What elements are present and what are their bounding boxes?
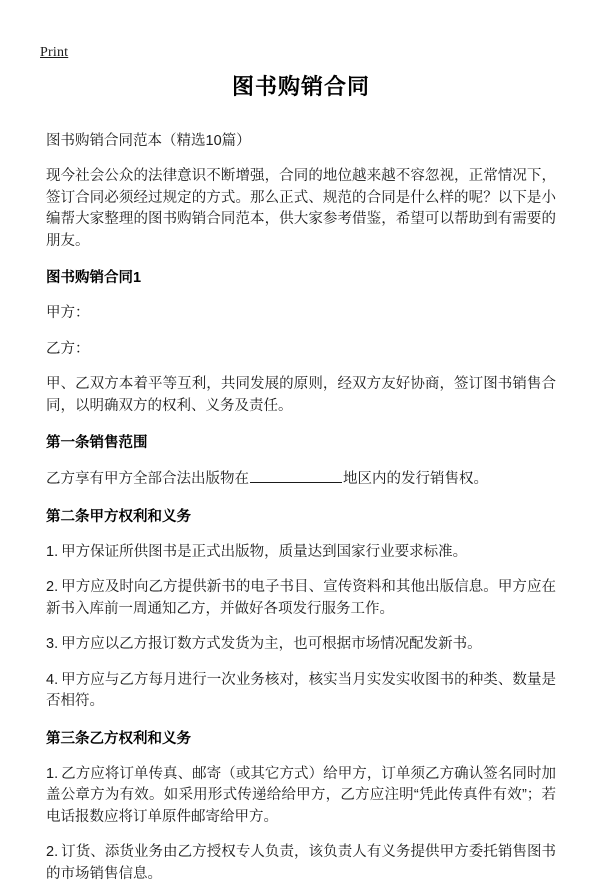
list-item-number: 2. [46, 844, 59, 860]
list-item [46, 842, 556, 885]
preamble-paragraph: 甲、乙双方本着平等互利，共同发展的原则，经双方友好协商，签订图书销售合同，以明确双方的权利、义务及责任。 [46, 376, 556, 414]
list-item-text: 甲方应以乙方报订数方式发货为主，也可根据市场情况配发新书。 [61, 636, 482, 652]
party-a-label: 甲方： [46, 305, 90, 321]
list-item-text: 甲方应与乙方每月进行一次业务核对，核实当月实发实收图书的种类、数量是否相符。 [46, 671, 556, 709]
region-blank-field[interactable] [250, 468, 342, 483]
list-item [46, 634, 556, 656]
section-heading-1: 第一条销售范围 [46, 435, 148, 451]
list-item [46, 764, 556, 829]
list-item-number: 2. [46, 579, 59, 595]
list-item [46, 670, 556, 713]
section-heading-3: 第三条乙方权利和义务 [46, 730, 191, 747]
section-1-text-before: 乙方享有甲方全部合法出版物在 [46, 471, 249, 487]
list-item-number: 1. [46, 765, 59, 782]
section-heading-2: 第二条甲方权利和义务 [46, 508, 191, 525]
document-content [46, 72, 556, 885]
list-item-number: 3. [46, 636, 59, 652]
list-item-text: 甲方应及时向乙方提供新书的电子书目、宣传资料和其他出版信息。甲方应在新书入库前一周通知乙方，并做好各项发行服务工作。 [46, 579, 556, 617]
intro-paragraph: 现今社会公众的法律意识不断增强，合同的地位越来越不容忽视，正常情况下，签订合同必须经过规定的方式。那么正式、规范的合同是什么样的呢？以下是小编帮大家整理的图书购销合同范本，供大家参考借鉴，希望可以帮助到有需要的朋友。 [46, 168, 556, 249]
list-item [46, 542, 556, 564]
list-item-number: 4. [46, 671, 59, 688]
list-item [46, 577, 556, 620]
list-item-number: 1. [46, 543, 59, 560]
party-b-label: 乙方： [46, 340, 90, 357]
section-1-body [46, 468, 556, 491]
contract-heading: 图书购销合同1 [46, 270, 142, 286]
list-item-text: 订货、添货业务由乙方授权专人负责，该负责人有义务提供甲方委托销售图书的市场销售信息。 [46, 844, 556, 882]
document-subtitle: 图书购销合同范本（精选10篇） [46, 133, 251, 149]
list-item-text: 乙方应将订单传真、邮寄（或其它方式）给甲方，订单须乙方确认签名同时加盖公章方为有效。如采用形式传递给给甲方，乙方应注明“凭此传真件有效”；若电话报数应将订单原件邮寄给甲方。 [46, 765, 556, 825]
section-1-text-after: 地区内的发行销售权。 [343, 471, 488, 487]
list-item-text: 甲方保证所供图书是正式出版物，质量达到国家行业要求标准。 [61, 543, 468, 560]
print-link[interactable]: Print [40, 45, 69, 60]
page-title: 图书购销合同 [231, 74, 370, 99]
